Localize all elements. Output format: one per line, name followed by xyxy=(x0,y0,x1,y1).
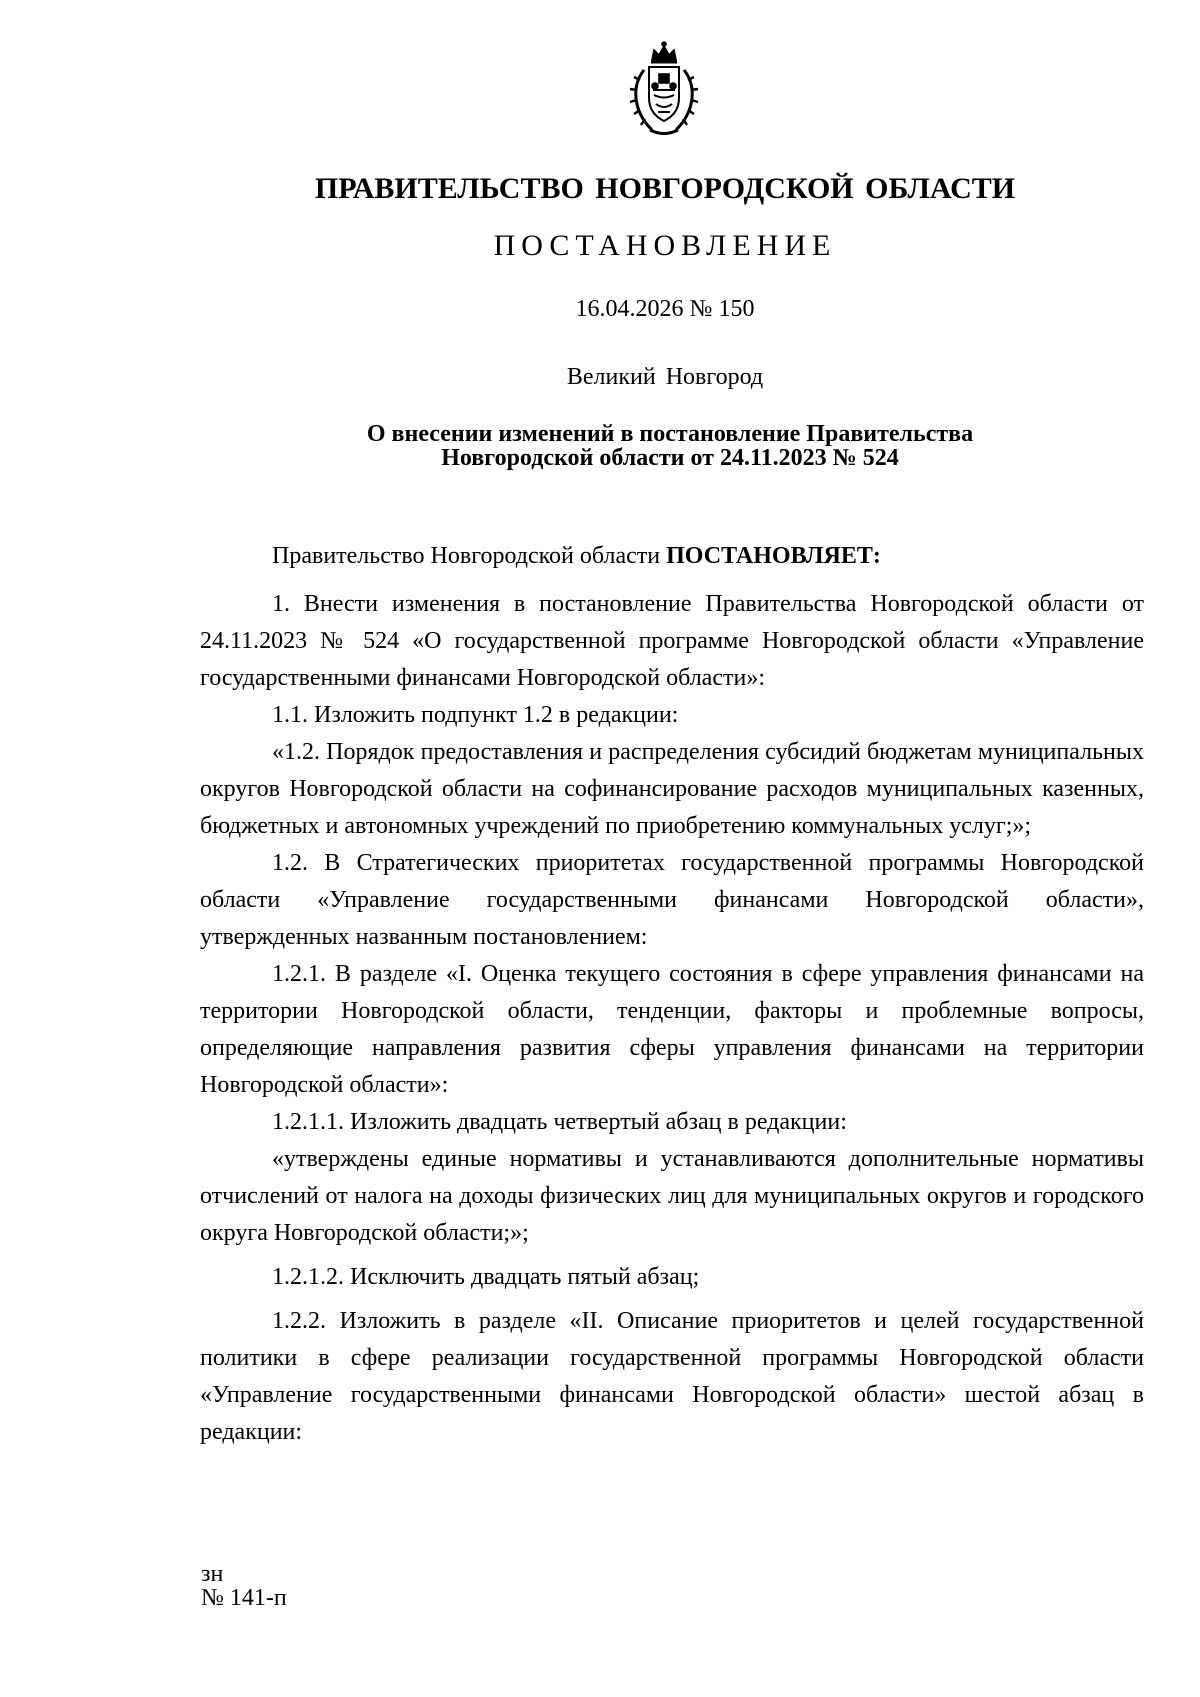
clause-1-1: 1.1. Изложить подпункт 1.2 в редакции: xyxy=(272,702,679,728)
intro-decree-word: ПОСТАНОВЛЯЕТ: xyxy=(666,543,881,569)
reference-number: № 141-п xyxy=(201,1585,287,1611)
clause-1-2-1-2: 1.2.1.2. Исключить двадцать пятый абзац; xyxy=(272,1264,700,1290)
document-date-number: 16.04.2026 № 150 xyxy=(575,296,755,322)
clause-1-2: 1.2. В Стратегических приоритетах государственной программы Новгородской области «Управление государственными финансами Новгородской области», утвержденных названным постановлением: xyxy=(200,850,1144,950)
document-type: ПОСТАНОВЛЕНИЕ xyxy=(493,229,837,262)
government-title: ПРАВИТЕЛЬСТВО НОВГОРОДСКОЙ ОБЛАСТИ xyxy=(314,172,1016,205)
document-subject xyxy=(0,422,1200,470)
intro-paragraph xyxy=(200,538,1144,575)
executor-initials: зн xyxy=(201,1561,224,1587)
footer-reference xyxy=(201,1562,287,1610)
clause-1-1-text: «1.2. Порядок предоставления и распределения субсидий бюджетам муниципальных округов Новгородской области на софинансирование расходов муниципальных казенных, бюджетных и автономных учреждений по приобретению коммунальных услуг;»; xyxy=(200,739,1144,839)
document-body xyxy=(200,538,1144,1451)
clause-1-2-1: 1.2.1. В разделе «I. Оценка текущего состояния в сфере управления финансами на территории Новгородской области, тенденции, факторы и проблемные вопросы, определяющие направления развития сферы управления финансами на территории Новгородской области»: xyxy=(200,961,1144,1098)
clause-1: 1. Внести изменения в постановление Правительства Новгородской области от 24.11.2023 № 524 «О государственной программе Новгородской области «Управление государственными финансами Новгородской области»: xyxy=(200,591,1144,691)
clause-1-2-1-1-text: «утверждены единые нормативы и устанавливаются дополнительные нормативы отчислений от налога на доходы физических лиц для муниципальных округов и городского округа Новгородской области;»; xyxy=(200,1146,1144,1246)
clause-1-2-2: 1.2.2. Изложить в разделе «II. Описание приоритетов и целей государственной политики в сфере реализации государственной программы Новгородской области «Управление государственными финансами Новгородской области» шестой абзац в редакции: xyxy=(200,1308,1144,1445)
subject-line-1: О внесении изменений в постановление Правительства xyxy=(366,421,974,447)
document-place: Великий Новгород xyxy=(566,364,764,390)
novgorod-coat-of-arms-icon xyxy=(626,40,702,138)
clause-1-2-1-1: 1.2.1.1. Изложить двадцать четвертый абзац в редакции: xyxy=(272,1109,847,1135)
subject-line-2: Новгородской области от 24.11.2023 № 524 xyxy=(441,445,899,471)
intro-text: Правительство Новгородской области xyxy=(272,543,667,569)
